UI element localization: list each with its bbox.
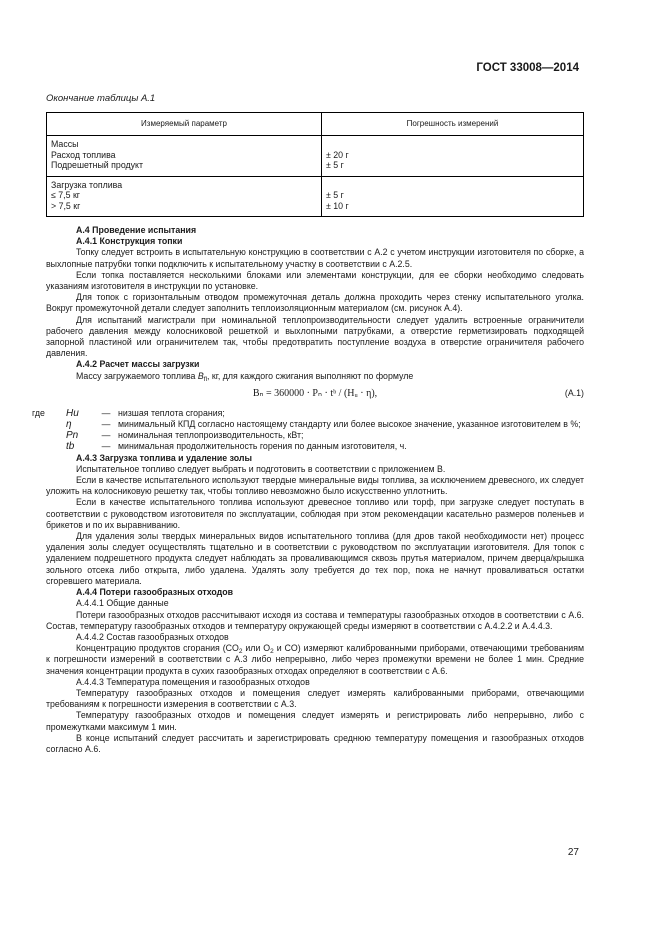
text-run: , кг, для каждого сжигания выполняют по формуле bbox=[207, 370, 414, 381]
paragraph: Топку следует встроить в испытательную конструкцию в соответствии с А.2 с учетом инструкции изготовителя по сборке, а выхлопные патрубки топки подключить к испытательному участку в соответствии с А.2.5. bbox=[46, 247, 584, 269]
table-cell-error bbox=[322, 176, 584, 217]
param-line: ≤ 7,5 кг bbox=[51, 190, 81, 200]
paragraph: Испытательное топливо следует выбрать и подготовить в соответствии с приложением В. bbox=[76, 463, 446, 474]
text-run: Концентрацию продуктов сгорания (CO bbox=[76, 643, 239, 654]
subsection-heading-a441: А.4.4.1 Общие данные bbox=[76, 598, 169, 609]
standard-number: ГОСТ 33008—2014 bbox=[476, 62, 579, 74]
subscript: 2 bbox=[270, 648, 274, 656]
error-line: ± 5 г bbox=[326, 160, 344, 170]
section-heading-a44: А.4.4 Потери газообразных отходов bbox=[76, 587, 234, 598]
paragraph: Если в качестве испытательного топлива используют древесное топливо или торф, при загрузке следует поступать в соответствии с руководством изготовителя по эксплуатации, соблюдая при этом рекомендации касательно размеров поленьев и брикетов и по их выравниванию. bbox=[46, 497, 584, 530]
table-row bbox=[47, 136, 584, 177]
definition-dash: — bbox=[101, 419, 111, 430]
document-body bbox=[32, 223, 584, 755]
measurement-table bbox=[46, 112, 584, 217]
param-line: Подрешетный продукт bbox=[51, 160, 144, 170]
section-heading-a42: А.4.2 Расчет массы загрузки bbox=[76, 359, 200, 370]
definition-item bbox=[46, 441, 584, 452]
paragraph: Для топок с горизонтальным отводом промежуточная деталь должна проходить через стенку испытательного уголка. Вокруг промежуточной детали следует заполнить теплоизоляционным материалом (см. рисунок А.4). bbox=[46, 292, 584, 314]
table-row bbox=[47, 176, 584, 217]
paragraph: Для испытаний магистрали при номинальной теплопроизводительности следует удалить встроенные ограничители рабочего давления между колосниковой решеткой и выхлопными патрубками, а отверстие герметизировать подходящей запорной пластиной или ограничителем так, чтобы предотвратить поступление воздуха в отверстие ограничителя рабочего давления. bbox=[46, 314, 584, 359]
definition-item bbox=[46, 419, 584, 430]
error-line: ± 5 г bbox=[326, 190, 344, 200]
error-line bbox=[326, 139, 579, 150]
column-header-parameter: Измеряемый параметр bbox=[47, 113, 322, 136]
page-number: 27 bbox=[567, 847, 579, 858]
error-line bbox=[326, 180, 579, 191]
definition-text: номинальная теплопроизводительность, кВт; bbox=[118, 430, 304, 441]
text-run: Массу загружаемого топлива bbox=[76, 370, 198, 381]
definitions-list bbox=[32, 407, 584, 453]
table-cell-error bbox=[322, 136, 584, 177]
column-header-error: Погрешность измерений bbox=[322, 113, 584, 136]
paragraph: Температуру газообразных отходов и помещения следует измерять калиброванными приборами, отвечающими требованиям к погрешности измерения в соответствии с А.3. bbox=[46, 687, 584, 710]
paragraph: Потери газообразных отходов рассчитывают исходя из состава и температуры газообразных отходов в соответствии с А.6. Состав, температуру газообразных отходов и температуру окружающей среды измеряют в соответствии с А.4.2.2 и А.4.4.3. bbox=[46, 609, 584, 631]
formula: Bₙ = 360000 · Pₙ · tᵇ / (Hᵤ · η), bbox=[252, 387, 378, 399]
paragraph-gas-composition bbox=[46, 643, 584, 677]
table-caption: Окончание таблицы А.1 bbox=[46, 93, 156, 104]
definition-symbol: tb bbox=[66, 441, 75, 453]
definition-lead: где bbox=[32, 407, 45, 418]
definition-dash: — bbox=[101, 407, 111, 418]
section-heading-a43: А.4.3 Загрузка топлива и удаление золы bbox=[76, 452, 253, 463]
definition-text: низшая теплота сгорания; bbox=[118, 407, 225, 418]
definition-item bbox=[32, 407, 584, 419]
definition-item bbox=[46, 430, 584, 441]
table-cell-parameter bbox=[47, 176, 322, 217]
subsection-heading-a442: А.4.4.2 Состав газообразных отходов bbox=[76, 631, 229, 642]
subsection-heading-a443: А.4.4.3 Температура помещения и газообразных отходов bbox=[76, 676, 310, 687]
subscript: 2 bbox=[238, 648, 243, 656]
paragraph: Если топка поставляется несколькими блоками или элементами конструкции, для ее сборки необходимо следовать указаниям изготовителя в инструкции по установке. bbox=[46, 269, 584, 292]
definition-symbol: Hu bbox=[66, 407, 79, 419]
text-run: и CO) измеряют калиброванными приборами, отвечающими требованиям к погрешности измерений в соответствии с А.3 либо непрерывно, либо через промежутки времени не более 1 мин. Средние значения концентрации продукта в сухих газообразных отходах определяют в соответствии с А.6. bbox=[46, 643, 584, 676]
definition-dash: — bbox=[101, 441, 111, 452]
section-heading-a4: А.4 Проведение испытания bbox=[76, 225, 197, 235]
error-line: ± 20 г bbox=[326, 149, 349, 160]
table-header-row bbox=[47, 113, 584, 136]
param-line: Загрузка топлива bbox=[51, 179, 123, 190]
definition-dash: — bbox=[101, 430, 111, 441]
subscript: fl bbox=[203, 375, 208, 383]
definition-text: минимальная продолжительность горения по данным изготовителя, ч. bbox=[118, 441, 407, 452]
section-heading-a41: А.4.1 Конструкция топки bbox=[76, 236, 183, 247]
definition-symbol: Pn bbox=[66, 430, 79, 442]
formula-row bbox=[46, 382, 584, 406]
param-line: Расход топлива bbox=[51, 149, 116, 160]
paragraph-formula-intro bbox=[46, 371, 584, 382]
text-run: или O bbox=[242, 643, 271, 654]
paragraph: Если в качестве испытательного используют твердые минеральные виды топлива, за исключением древесного, их следует уложить на колосниковую решетку так, чтобы топливо невозможно было искусственно уплотнить. bbox=[46, 475, 584, 497]
paragraph: Температуру газообразных отходов и помещения следует измерять и регистрировать либо непрерывно, либо с промежутками максимум 1 мин. bbox=[46, 710, 584, 732]
definition-symbol: η bbox=[66, 419, 72, 431]
table-cell-parameter bbox=[47, 136, 322, 177]
paragraph: Для удаления золы твердых минеральных видов испытательного топлива (для дров такой необходимости нет) процесс удаления золы следует осуществлять тщательно и в соответствии с руководством по эксплуатации изготовителя. Для топок с удалением подрешетного продукта следует наблюдать за проваливающимся сквозь прутья материалом, причем дверца/крышка зольного отсека либо открыта, либо удалена. Удалять золу требуется до тех пор, пока не начнут проваливаться остатки сгоревшего материала. bbox=[46, 531, 584, 586]
param-line: Массы bbox=[51, 139, 79, 149]
paragraph: В конце испытаний следует рассчитать и зарегистрировать среднюю температуру помещения и газообразных отходов согласно А.6. bbox=[46, 732, 584, 754]
definition-text: минимальный КПД согласно настоящему стандарту или более высокое значение, указанное изготовителем в %; bbox=[118, 419, 581, 430]
error-line: ± 10 г bbox=[326, 200, 349, 211]
param-line: > 7,5 кг bbox=[51, 200, 81, 211]
variable: B bbox=[197, 370, 204, 381]
formula-number: (А.1) bbox=[564, 387, 584, 398]
